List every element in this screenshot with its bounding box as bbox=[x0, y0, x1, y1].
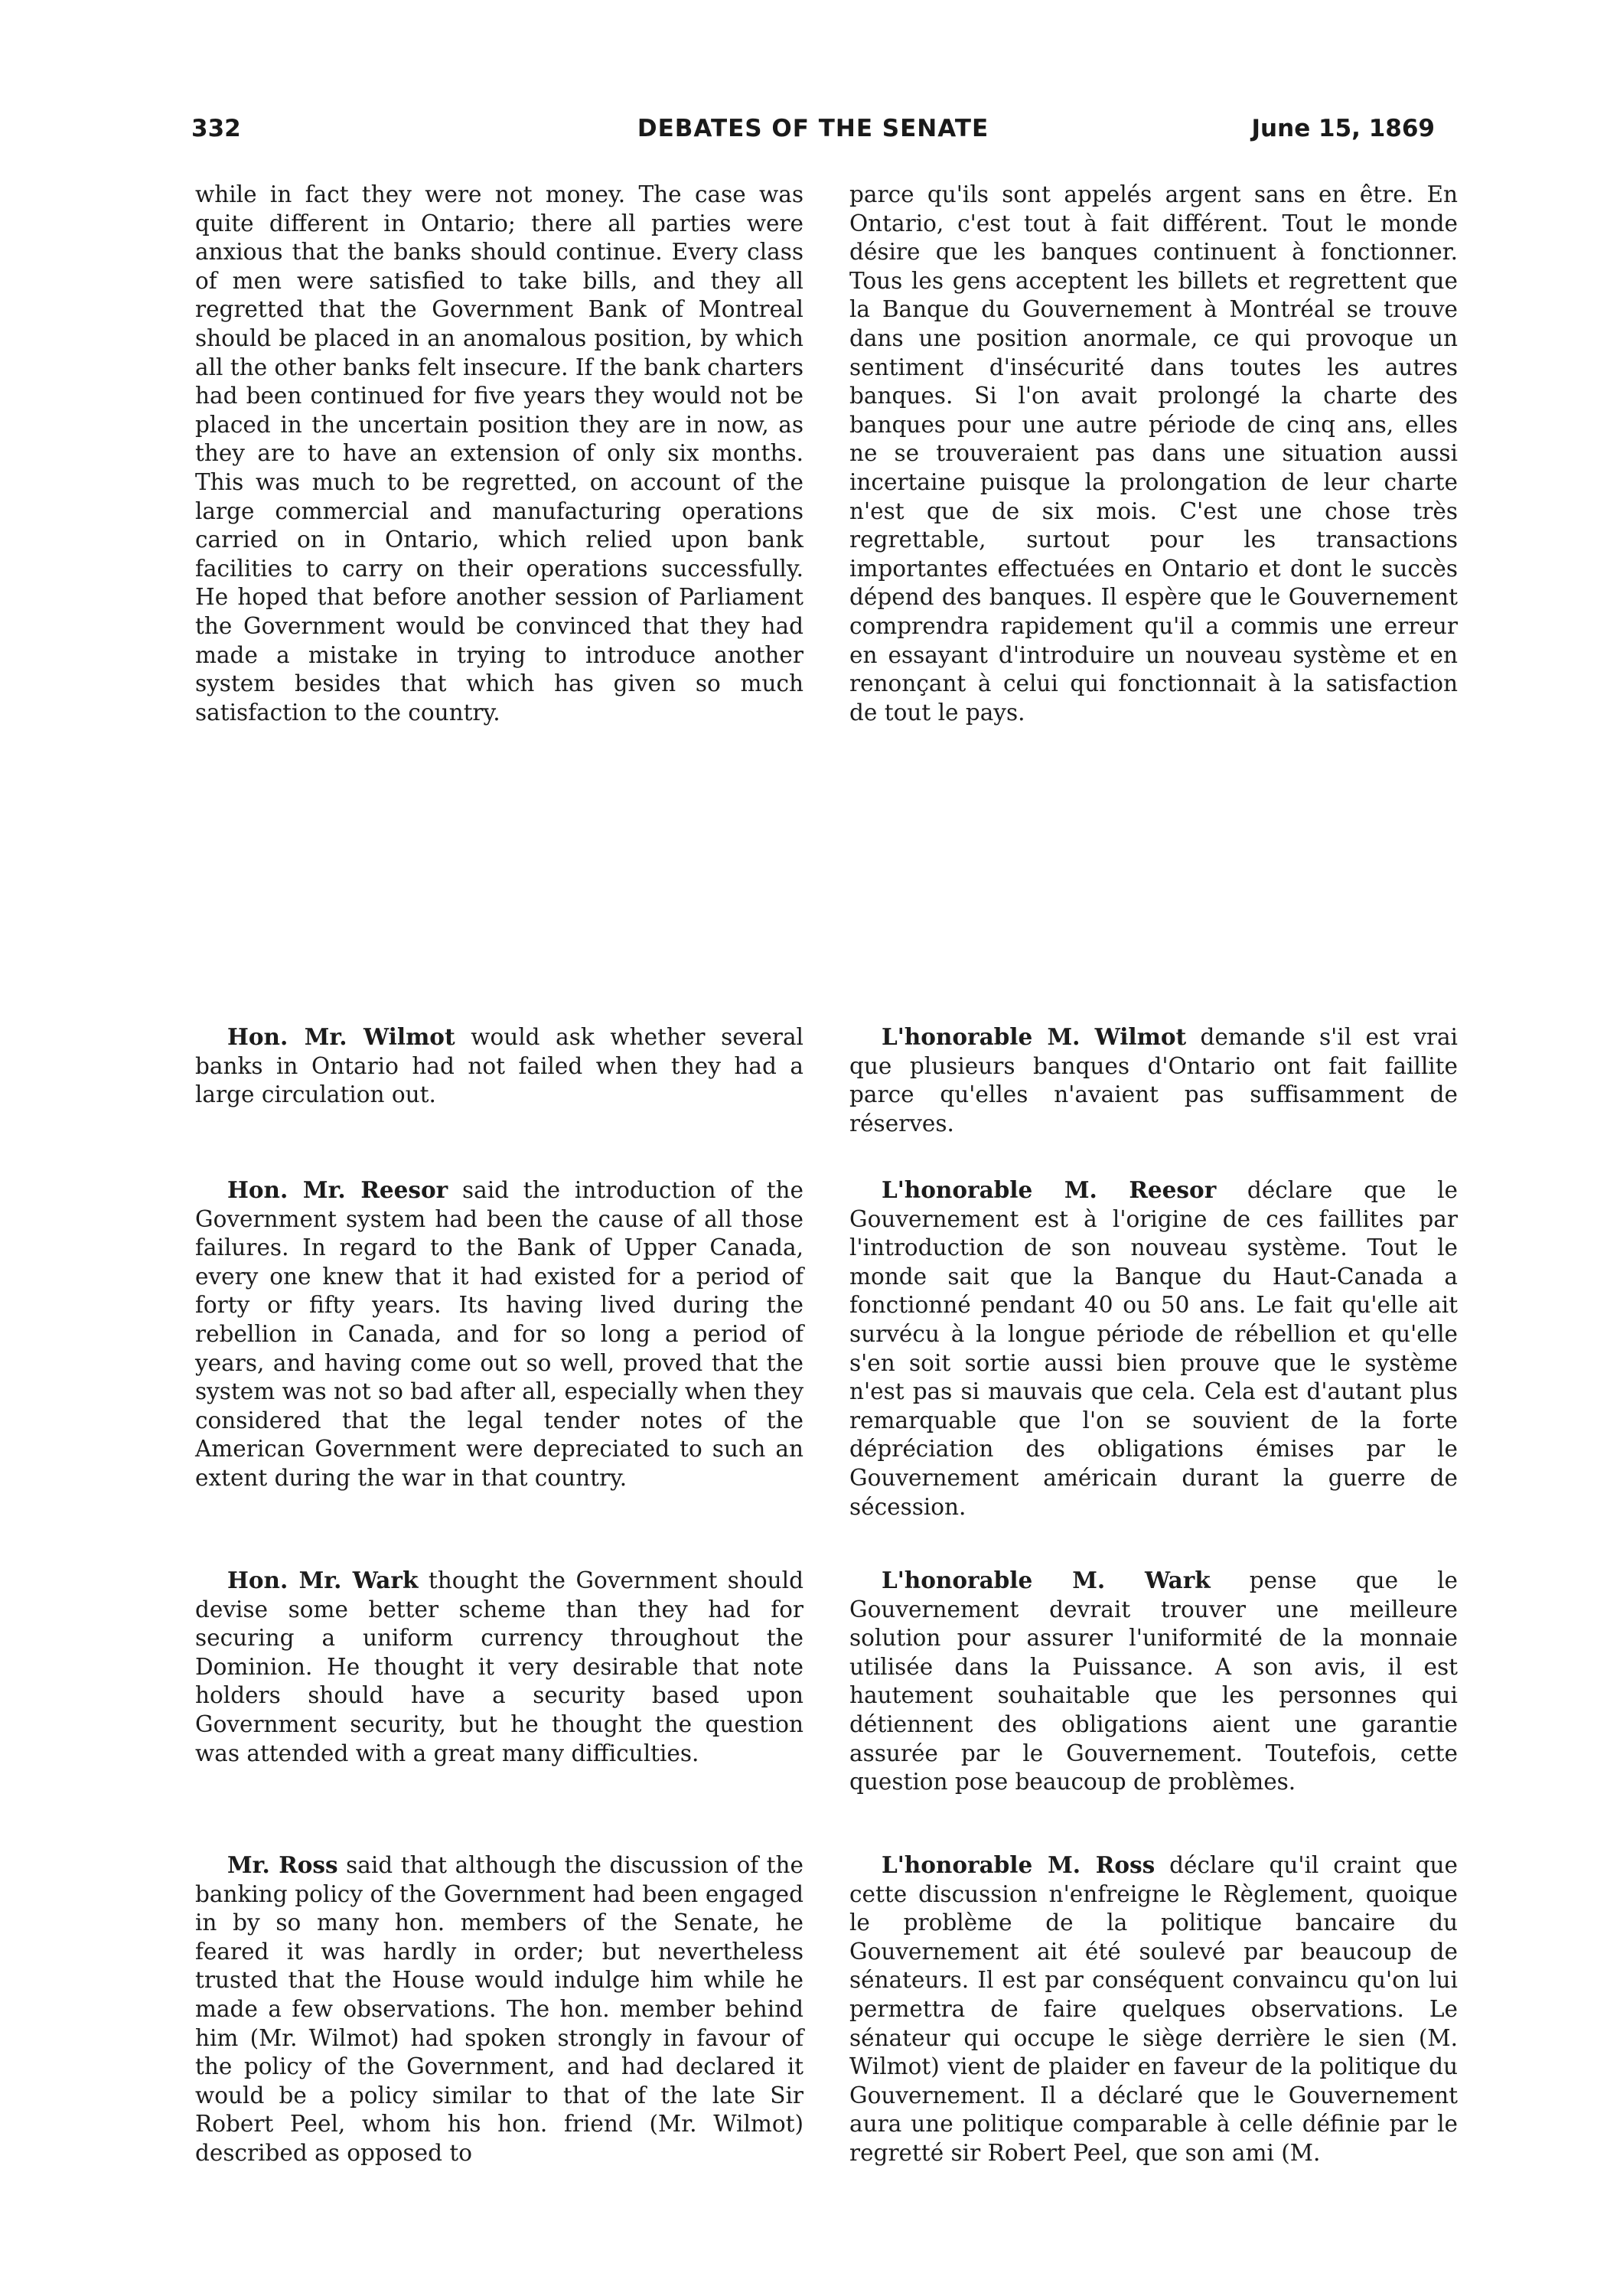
speech-text: would ask whether several banks in Ontario had not failed when they had a large circulation out. bbox=[195, 1024, 804, 1108]
page-number: 332 bbox=[191, 115, 241, 142]
page-date: June 15, 1869 bbox=[1251, 115, 1435, 142]
english-paragraph-reesor bbox=[195, 1176, 804, 1493]
speaker-name: L'honorable M. Wilmot bbox=[882, 1023, 1187, 1050]
speech-text: pense que le Gouvernement devrait trouver une meilleure solution pour assurer l'uniformité de la monnaie utilisée dans la Puissance. A son avis, il est hautement souhaitable que les personnes qui détiennent des obligations aient une garantie assurée par le Gouvernement. Toutefois, cette question pose beaucoup de problèmes. bbox=[849, 1567, 1458, 1795]
speaker-name: Mr. Ross bbox=[227, 1851, 338, 1878]
french-paragraph-continuation: parce qu'ils sont appelés argent sans en être. En Ontario, c'est tout à fait différent. Tout le monde désire que les banques continuent à fonctionner. Tous les gens acceptent les billets et regrettent que la Banque du Gouvernement à Montréal se trouve dans une position anormale, ce qui provoque un sentiment d'insécurité dans toutes les autres banques. Si l'on avait prolongé la charte des banques pour une autre période de cinq ans, elles ne se trouveraient pas dans une situation aussi incertaine puisque la prolongation de leur charte n'est que de six mois. C'est une chose très regrettable, surtout pour les transactions importantes effectuées en Ontario et dont le succès dépend des banques. Il espère que le Gouvernement comprendra rapidement qu'il a commis une erreur en essayant d'introduire un nouveau système et en renonçant à celui qui fonctionnait à la satisfaction de tout le pays. bbox=[849, 181, 1458, 726]
speech-text: thought the Government should devise some better scheme than they had for securing a uniform currency throughout the Dominion. He thought it very desirable that note holders should have a security based upon Government security, but he thought the question was attended with a great many difficulties. bbox=[195, 1567, 804, 1766]
speech-text: said that although the discussion of the banking policy of the Government had been engaged in by so many hon. members of the Senate, he feared it was hardly in order; but nevertheless trusted that the House would indulge him while he made a few observations. The hon. member behind him (Mr. Wilmot) had spoken strongly in favour of the policy of the Government, and had declared it would be a policy similar to that of the late Sir Robert Peel, whom his hon. friend (Mr. Wilmot) described as opposed to bbox=[195, 1852, 804, 2166]
running-title: DEBATES OF THE SENATE bbox=[637, 115, 989, 142]
speech-text: said the introduction of the Government system had been the cause of all those failures. In regard to the Bank of Upper Canada, every one knew that it had existed for a period of forty or fifty years. Its having lived during the rebellion in Canada, and for so long a period of years, and having come out so well, proved that the system was not so bad after all, especially when they considered that the legal tender notes of the American Government were depreciated to such an extent during the war in that country. bbox=[195, 1177, 804, 1491]
speech-text: demande s'il est vrai que plusieurs banques d'Ontario ont fait faillite parce qu'elles n'avaient pas suffisamment de réserves. bbox=[849, 1024, 1458, 1137]
speaker-name: L'honorable M. Reesor bbox=[882, 1176, 1217, 1203]
english-paragraph-continuation: while in fact they were not money. The case was quite different in Ontario; there all parties were anxious that the banks should continue. Every class of men were satisfied to take bills, and they all regretted that the Government Bank of Montreal should be placed in an anomalous position, by which all the other banks felt insecure. If the bank charters had been continued for five years they would not be placed in the uncertain position they are in now, as they are to have an extension of only six months. This was much to be regretted, on account of the large commercial and manufacturing operations carried on in Ontario, which relied upon bank facilities to carry on their operations successfully. He hoped that before another session of Parliament the Government would be convinced that they had made a mistake in trying to introduce another system besides that which has given so much satisfaction to the country. bbox=[195, 181, 804, 726]
speech-text: déclare qu'il craint que cette discussion n'enfreigne le Règlement, quoique le problème de la politique bancaire du Gouvernement ait été soulevé par beaucoup de sénateurs. Il est par conséquent convaincu qu'on lui permettra de faire quelques observations. Le sénateur qui occupe le siège derrière le sien (M. Wilmot) vient de plaider en faveur de la politique du Gouvernement. Il a déclaré que le Gouvernement aura une politique comparable à celle définie par le regretté sir Robert Peel, que son ami (M. bbox=[849, 1852, 1458, 2166]
speech-text: déclare que le Gouvernement est à l'origine de ces faillites par l'introduction de son nouveau système. Tout le monde sait que la Banque du Haut-Canada a fonctionné pendant 40 ou 50 ans. Le fait qu'elle ait survécu à la longue période de rébellion et qu'elle s'en soit sortie aussi bien prouve que le système n'est pas si mauvais que cela. Cela est d'autant plus remarquable que l'on se souvient de la forte dépréciation des obligations émises par le Gouvernement américain durant la guerre de sécession. bbox=[849, 1177, 1458, 1520]
english-paragraph-wark bbox=[195, 1566, 804, 1768]
french-paragraph-ross bbox=[849, 1851, 1458, 2168]
french-paragraph-wark bbox=[849, 1566, 1458, 1797]
speaker-name: Hon. Mr. Wilmot bbox=[227, 1023, 455, 1050]
french-paragraph-reesor bbox=[849, 1176, 1458, 1521]
english-paragraph-ross bbox=[195, 1851, 804, 2168]
english-paragraph-wilmot bbox=[195, 1022, 804, 1110]
speaker-name: Hon. Mr. Wark bbox=[227, 1567, 419, 1593]
page-header bbox=[191, 115, 1435, 153]
speaker-name: L'honorable M. Ross bbox=[882, 1851, 1156, 1878]
speaker-name: Hon. Mr. Reesor bbox=[227, 1176, 448, 1203]
french-paragraph-wilmot bbox=[849, 1022, 1458, 1138]
speaker-name: L'honorable M. Wark bbox=[882, 1567, 1211, 1593]
